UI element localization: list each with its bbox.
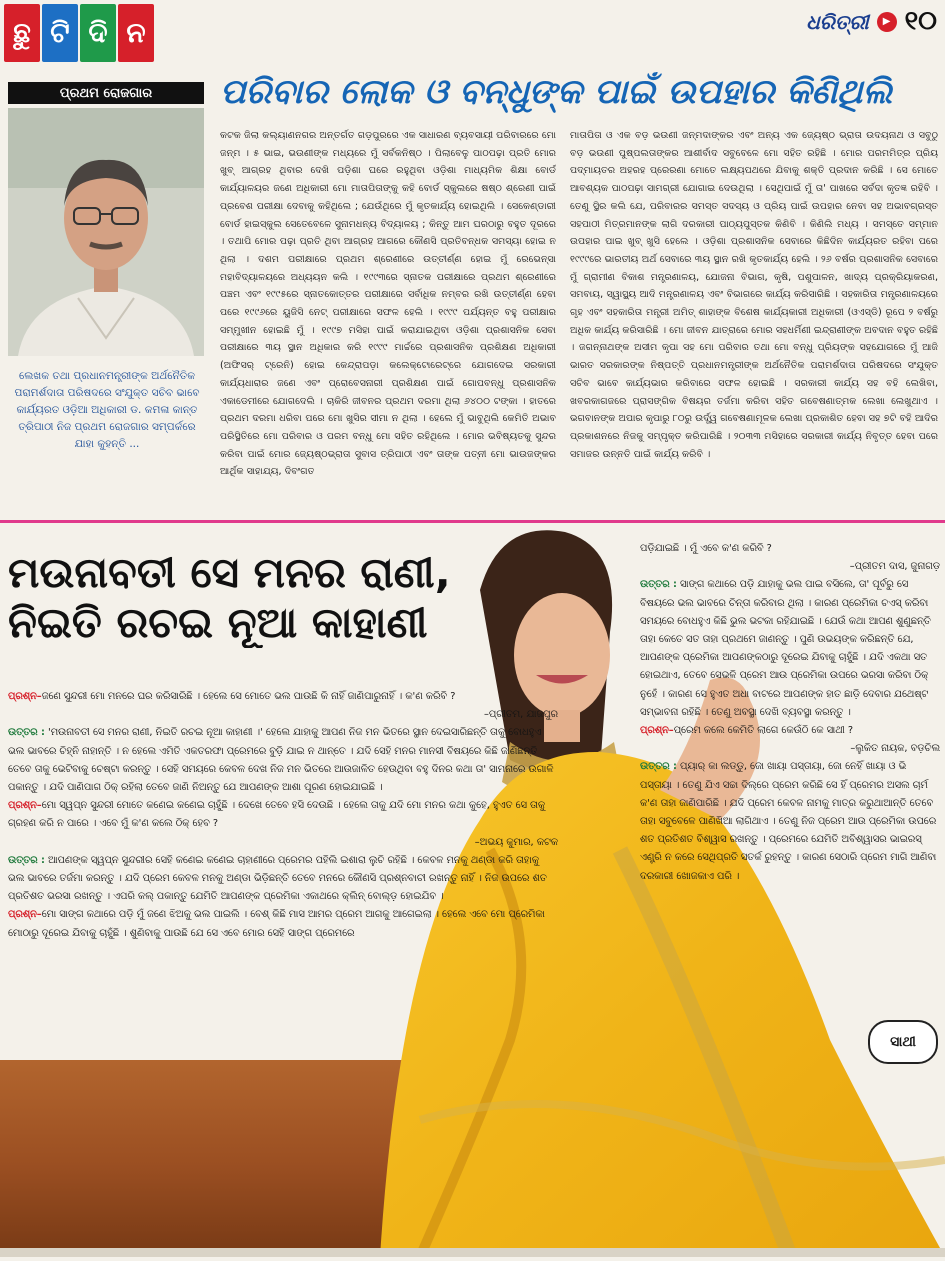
page-number: ୧୦ (904, 6, 937, 36)
qa-column-left (8, 688, 558, 1068)
question-label: ପ୍ରଶ୍ନ– (8, 800, 42, 812)
question-label: ପ୍ରଶ୍ନ– (8, 909, 42, 921)
story-kicker: ପ୍ରଥମ ରୋଜଗାର (8, 82, 204, 104)
answer-text: 'ମଉନାବତୀ ସେ ମନର ରାଣୀ, ନିଇତି ରଚଇ ନୂଆ କାହାଣୀ ।' ହେଲେ ଯାହାକୁ ଆପଣ ନିଜ ମନ ଭିତରେ ସ୍ଥାନ ଦେଇସାରିଛନ୍ତି ତାକୁ ବୋଧହୁଏ ଭଲ ଭାବରେ ଚିହ୍ନି ନାହାନ୍ତି । ନ ହେଲେ ଏମିତି ଏକତରଫା ପ୍ରେମରେ ବୁଡ଼ି ଯାଇ ନ ଥାନ୍ତେ । ଯଦି ସେହି ମନର ମାନସୀ ବିଷୟରେ କିଛି ଜାଣିଛନ୍ତି ତେବେ ତାକୁ ଭେଟିବାକୁ ଚେଷ୍ଟା କରନ୍ତୁ । ସେହି ସମୟରେ କେବଳ ଦେଖ ନିଜ ମନ ଭିତରେ ଆଉଜାଳିତ ହେଉଥିବା ବହୁ ଦିନର କଥା ତା' ସାମନାରେ ଉଗାଳି ପକାନ୍ତୁ । ଯଦି ପାଣିପାଗ ଠିକ୍ ରହିଲା ତେବେ ଜାଣି ନିଅନ୍ତୁ ଯେ ଆପଣଙ୍କ ଆଶା ପୂରଣ ହୋଇଯାଇଛି । (8, 727, 554, 794)
qa-item (640, 722, 940, 886)
author-caption: ଲେଖକ ତଥା ପ୍ରଧାନମନ୍ତ୍ରୀଙ୍କ ଅର୍ଥନୈତିକ ପରାମର୍ଶଦାତା ପରିଷଦରେ ସଂଯୁକ୍ତ ସଚିବ ଭାବେ କାର୍ଯ୍ୟରତ ଓଡ଼ିଆ ଅଧିକାରୀ ଡ. କମଳା କାନ୍ତ ତ୍ରିପାଠୀ ନିଜ ପ୍ରଥମ ରୋଜଗାର ସମ୍ପର୍କରେ ଯାହା କୁହନ୍ତି ... (14, 370, 200, 450)
question-text: ଜଣେ ସୁନ୍ଦରୀ ମୋ ମନରେ ଘର କରିସାରିଛି । ହେଲେ ସେ ମୋତେ ଭଲ ପାଉଛି କି ନାହିଁ ଜାଣିପାରୁନାହିଁ । କ'ଣ କରିବି ? (41, 691, 456, 702)
qa-column-right (640, 540, 940, 945)
page-footer-strip (0, 1248, 945, 1257)
section-logo (4, 4, 154, 62)
question-signature: –ଅଭୟ କୁମାର, କଟକ (474, 836, 558, 848)
section-tile: ଛୁ (4, 4, 40, 62)
question-label: ପ୍ରଶ୍ନ– (640, 725, 674, 737)
question-text: ମୋ ସାଙ୍ଗ କଥାରେ ପଡ଼ି ମୁଁ ଜଣେ ଝିଅକୁ ଭଲ ପାଇଲି । ବେଶ୍ କିଛି ମାସ ଆମର ପ୍ରେମ ଆଗକୁ ଆଗେଇଲା । ହେଲେ ଏବେ ମୋ ପ୍ରେମିକା ମୋଠାରୁ ଦୂରେଇ ଯିବାକୁ ଚାହୁଁଛି । ଶୁଣିବାକୁ ପାଉଛି ଯେ ସେ ଏବେ ମୋର ସେହି ସାଙ୍ଗ ପ୍ରେମରେ (8, 909, 545, 939)
qa-item (8, 797, 558, 906)
qa-item (8, 906, 558, 942)
question-text: ପ୍ରେମ କଲେ କେମିତି ଲାଗେ କେଉଁଠି କେ ସାଥୀ ? (673, 725, 854, 737)
answer-text: ପ୍ୟାର୍ କା ଲଡ୍ଡୁ, ଜୋ ଖାୟା ପସ୍ତାୟା, ଜୋ ନେହିଁ ଖାୟା ଓ ଭି ପସ୍ତାୟା । ତେଣୁ ଯିଏ ସଚ୍ଚା ଦିଲ୍‌ରେ ପ୍ରେମ କରିଛି ସେ ହିଁ ପ୍ରେମର ଅସଲ ଚାର୍ମ କ'ଣ ତାହା ଜାଣିପାରିଛି । ଯଦି ପ୍ରେମ କେବଳ ନାମକୁ ମାତ୍ର କରୁଥାଆନ୍ତି ତେବେ ତାହା ସବୁବେଳେ ପାଣିଖିଆ ଲାଗିଥାଏ । ତେଣୁ ନିଜ ପ୍ରେମ ଆଉ ପ୍ରେମିକା ଉପରେ ଶତ ପ୍ରତିଶତ ବିଶ୍ୱାସ ରଖନ୍ତୁ । ପ୍ରେମରେ ଯେମିତି ଅବିଶ୍ୱାସର ଭାଇରସ୍ ଏଣ୍ଟ୍ରି ନ କରେ ସେଥିପ୍ରତି ସତର୍କ ରୁହନ୍ତୁ । କାରଣ ସେଠାରି ପ୍ରେମ ମାଗି ଆଣିବା ଦରକାରୀ ଖୋଜକାଏ ପରି । (640, 761, 937, 882)
author-portrait (8, 108, 204, 356)
answer-label: ଉତ୍ତର : (8, 854, 45, 866)
story-column-2: ମାତାପିତା ଓ ଏକ ବଡ଼ ଭଉଣୀ ଜନ୍ମଦାଙ୍କର ଏବଂ ଅନ୍ୟ ଏକ ଜ୍ୟେଷ୍ଠ ଭ୍ରାତା ଉଦୟନାଥ ଓ ସବୁଠୁ ବଡ଼ ଭଉଣୀ ପୁଷ୍ପଲତାଙ୍କର ଆଶୀର୍ବାଦ ସବୁବେଳେ ମୋ ସହିତ ରହିଛି । ମୋର ପରମମିତ୍ର ପ୍ରିୟ ପଦ୍ମାୟତର ଅହରହ ପ୍ରେରଣା ମୋତେ ଲକ୍ଷ୍ୟପଥରେ ଯିବାକୁ ଶକ୍ତି ପ୍ରଦାନ କରିଛି । ସେ ମୋତେ ଆବଶ୍ୟକ ପାଠପଢ଼ା ସାମଗ୍ରୀ ଯୋଗାଇ ଦେଉଥିଲା । ସେଥିପାଇଁ ମୁଁ ତା' ପାଖରେ ସର୍ବଦା କୃତଜ୍ଞ ରହିବି । ତେଣୁ ସ୍ଥିର କଲି ଯେ, ପରିବାରର ସମସ୍ତ ସଦସ୍ୟ ଓ ପ୍ରିୟ ପାଇଁ ଉପହାର ନେବା ସହ ଅଭାବଗ୍ରସ୍ତ ସହପାଠୀ ମିତ୍ରମାନଙ୍କ ଲାଗି ଦରକାରୀ ପାଠ୍ୟପୁସ୍ତକ କିଣିବି । କିଣିଲି ମଧ୍ୟ । ସମସ୍ତେ ସମ୍ମାନ ଉପହାର ପାଇ ଖୁବ୍ ଖୁସି ହେଲେ । ଓଡ଼ିଶା ପ୍ରଶାସନିକ ସେବାରେ କିଛିଦିନ କାର୍ଯ୍ୟରତ ରହିବା ପରେ ୧୯୯୯ରେ ଭାରତୀୟ ଅର୍ଥ ସେବାରେ ୩ୟ ସ୍ଥାନ ରଖି କୃତକାର୍ଯ୍ୟ ହେଲି । ୨୬ ବର୍ଷର ପ୍ରଶାସନିକ ସେବାରେ ମୁଁ ଗ୍ରାମୀଣ ବିକାଶ ମନ୍ତ୍ରଣାଳୟ, ଯୋଜନା ବିଭାଗ, କୃଷି, ପଶୁପାଳନ, ଖାଦ୍ୟ ପ୍ରକ୍ରିୟାକରଣ, ସମବାୟ, ସ୍ୱାସ୍ଥ୍ୟ ଆଦି ମନ୍ତ୍ରଣାଳୟ ଏବଂ ବିଭାଗରେ କାର୍ଯ୍ୟ କରିସାରିଛି । ସହକାରିତା ମନ୍ତ୍ରଣାଳୟରେ ଗୃହ ଏବଂ ସହକାରିତା ମନ୍ତ୍ରୀ ଅମିତ୍ ଶାହାଙ୍କ ବିଶେଷ କାର୍ଯ୍ୟକାରୀ ଅଧିକାରୀ (ଓଏସ୍‌ଡି) ରୂପେ ୨ ବର୍ଷରୁ ଅଧିକ କାର୍ଯ୍ୟ କରିସାରିଛି । ମୋ ଜୀବନ ଯାତ୍ରାରେ ମୋର ସହଧର୍ମିଣୀ ଇନ୍ଦ୍ରାଣୀଙ୍କ ଅବଦାନ ବହୁତ ରହିଛି । ଜଗନ୍ନାଥଙ୍କ ଅସୀମ କୃପା ସହ ମୋ ପରିବାର ତଥା ମୋ ବନ୍ଧୁ ପ୍ରିୟଙ୍କ ସହଯୋଗରେ ମୁଁ ଆଜି ଭାରତ ସରକାରଙ୍କ ନିଷ୍ପତ୍ତି ପ୍ରଧାନମନ୍ତ୍ରୀଙ୍କ ଅର୍ଥନୈତିକ ପରାମର୍ଶଦାତା ପରିଷଦରେ ସଂଯୁକ୍ତ ସଚିବ ଭାବେ କାର୍ଯ୍ୟଭାର କରିବାରେ ସଫଳ ହୋଇଛି । ସରକାରୀ କାର୍ଯ୍ୟ ସହ ବହି ଲେଖିବା, ଖବରକାଗଜରେ ପ୍ରାସଙ୍ଗିକ ବିଷୟର ତର୍ଜମା କରିବା ସହିତ ଗବେଷଣାତ୍ମକ ଲେଖା ଲେଖୁଥାଏ । ଭଗବାନଙ୍କ ଅପାର କୃପାରୁ ୮୦ରୁ ଉର୍ଦ୍ଧ୍ୱ ଗବେଷଣାମୂଳକ ଲେଖା ପ୍ରକାଶିତ ହେବା ସହ ୭ଟି ବହି ଆଦିର ପ୍ରକାଶନରେ ନିଜକୁ ସମ୍ପୃକ୍ତ କରିପାରିଛି । ୨୦୩୩ ମସିହାରେ ସରକାରୀ କାର୍ଯ୍ୟ ନିବୃତ୍ତ ହେବା ପରେ ସମାଜର ଉନ୍ନତି ପାଇଁ କାର୍ଯ୍ୟ କରିବି । (570, 130, 938, 460)
story-headline: ପରିବାର ଲୋକ ଓ ବନ୍ଧୁଙ୍କ ପାଇଁ ଉପହାର କିଣିଥିଲି (220, 72, 893, 112)
play-icon: ▶ (877, 12, 897, 32)
answer-text: ଆପଣଙ୍କ ସ୍ୱପ୍ନ ସୁନ୍ଦରୀର ସେହି କଣେଇ କଣେଇ ଚାହାଣୀରେ ପ୍ରେମର ପହିଲି ଇଶାରା ଲୁଚି ରହିଛି । କେବଳ ମନକୁ ଥଣ୍ଡା କରି ତାହାକୁ ଭଲ ଭାବରେ ତର୍ଜମା କରନ୍ତୁ । ଯଦି ପ୍ରେମ କେବଳ ମନକୁ ଅଣ୍ଡା ଭିଡ଼ିଛନ୍ତି ତେବେ ମନରେ କୌଣସି ପ୍ରଶ୍ନବାଚୀ ରଖନ୍ତୁ ନାହିଁ । ନିଜ ଉପରେ ଶତ ପ୍ରତିଶତ ଭରସା ରଖନ୍ତୁ । ଏପରି କଲ୍ ପକାନ୍ତୁ ଯେମିତି ଆପଣଙ୍କ ପ୍ରେମିକା ଏକାଥରେ କ୍ଲିନ୍ ବୋଲ୍ଡ଼ ହୋଇଯିବ । (8, 854, 547, 903)
answer-text: ସାଙ୍ଗ କଥାରେ ପଡ଼ି ଯାହାକୁ ଭଲ ପାଇ ବସିଲେ, ତା' ପୂର୍ବରୁ ସେ ବିଷୟରେ ଭଲ ଭାବରେ ଚିନ୍ତା କରିବାର ଥିଲା । କାରଣ ପ୍ରେମିକା ଚଏସ୍ କରିବା ସମୟରେ ବୋଧହୁଏ କିଛି ଭୁଲ ଭଟକା ରହିଯାଇଛି । ଯେଉଁ କଥା ଆପଣ ଶୁଣୁଛନ୍ତି ତାହା କେତେ ସତ ତାହା ପ୍ରଥମେ ଜାଣନ୍ତୁ । ପୁଣି ଉଭୟଙ୍କ କରିଛନ୍ତି ଯେ, ଆପଣଙ୍କ ପ୍ରେମିକା ଆପଣଙ୍କଠାରୁ ଦୂରେଇ ଯିବାକୁ ଚାହୁଁଛି । ଯଦି ଏକଥା ସତ ହୋଇଥାଏ, ତେବେ ସେଭଳି ପ୍ରେମ ଆଉ ପ୍ରେମିକା ଉପରେ ଭରସା କରିବା ଠିକ୍ ନୁହେଁ । କାରଣ ସେ ହୁଏତ ଅଧା ବାଟରେ ଆପଣଙ୍କ ହାତ ଛାଡ଼ି ଦେବାର ଯଥେଷ୍ଟ ସମ୍ଭାବନା ରହିଛି । ତେଣୁ ଅବସ୍ଥା ଦେଖି ବ୍ୟବସ୍ଥା କରନ୍ତୁ । (640, 579, 931, 718)
section-tile: ଦି (80, 4, 116, 62)
section-tile: ନ (118, 4, 154, 62)
question-text: ମୋ ସ୍ୱପ୍ନ ସୁନ୍ଦରୀ ମୋତେ କଣେଇ କଣେଇ ଚାହୁଁଛି । ଦେଖେ ତେବେ ହସି ଦେଉଛି । ହେଲେ ତାକୁ ଯଦି ମୋ ମନର କଥା କୁହେ, ହୁଏତ ସେ ତାକୁ ଗ୍ରହଣ କରି ନ ପାରେ । ଏବେ ମୁଁ କ'ଣ କଲେ ଠିକ୍ ହେବ ? (8, 800, 546, 830)
feature-title-line-1: ମଉନାବତୀ ସେ ମନର ରାଣୀ, (8, 548, 451, 597)
section-tile: ଟି (42, 4, 78, 62)
qa-item (640, 540, 940, 722)
qa-item (8, 688, 558, 797)
question-signature: –ଲୁକିତ ନାୟକ, ବଡ଼ଚିଲ (850, 743, 940, 755)
question-signature: –ପ୍ରୀତମ ଦାସ, ଜୁନାଗଡ଼ (849, 561, 940, 573)
story-column-1: କଟକ ଜିଲା କଲ୍ୟାଣନଗର ଅନ୍ତର୍ଗତ ଗଡ଼ପୁରରେ ଏକ ସାଧାରଣ ବ୍ୟବସାୟୀ ପରିବାରରେ ମୋ ଜନ୍ମ । ୫ ଭାଇ, ଭଉଣୀଙ୍କ ମଧ୍ୟରେ ମୁଁ ସର୍ବକନିଷ୍ଠ । ପିଲାବେଳୁ ପାଠପଢ଼ା ପ୍ରତି ମୋର ଖୁବ୍ ଆଗ୍ରହ ଥିବାର ଦେଖି ପଡ଼ିଶା ଘରେ ରହୁଥିବା ଓଡ଼ିଶା ମାଧ୍ୟମିକ ଶିକ୍ଷା ବୋର୍ଡ କାର୍ଯ୍ୟାଳୟର ଜଣେ ଅଧିକାରୀ ମୋ ମାତାପିତାଙ୍କୁ କହି ବୋର୍ଡ ସ୍କୁଲରେ ଷଷ୍ଠ ଶ୍ରେଣୀ ପାଇଁ ପ୍ରବେଶ ପରୀକ୍ଷା ଦେବାକୁ କହିଥିଲେ ; ଯେଉଁଥିରେ ମୁଁ କୃତକାର୍ଯ୍ୟ ହୋଇଥିଲି । ସେକେଣ୍ଡାରୀ ବୋର୍ଡ ହାଇସ୍କୁଲ ସେତେବେଳେ ସୁନାମଧନ୍ୟ ବିଦ୍ୟାଳୟ ; କିନ୍ତୁ ଆମ ଘରଠାରୁ ବହୁତ ଦୂରରେ । ତଥାପି ମୋର ପଢ଼ା ପ୍ରତି ଥିବା ଆଗ୍ରହ ଆଗରେ କୌଣସି ପ୍ରତିବନ୍ଧକ ସମସ୍ୟା ହୋଇ ନ ଥିଲା । ଦଶମ ପରୀକ୍ଷାରେ ପ୍ରଥମ ଶ୍ରେଣୀରେ ଉତ୍ତୀର୍ଣ୍ଣ ହୋଇ ମୁଁ ରେଭେନ୍ସା ମହାବିଦ୍ୟାଳୟରେ ଅଧ୍ୟୟନ କଲି । ୧୯୯୩ରେ ସ୍ନାତକ ପରୀକ୍ଷାରେ ପ୍ରଥମ ଶ୍ରେଣୀରେ ପଞ୍ଚମ ଏବଂ ୧୯୯୫ରେ ସ୍ନାତକୋତ୍ତର ପରୀକ୍ଷାରେ ସର୍ବାଧିକ ନମ୍ବର ରଖି ଉତ୍ତୀର୍ଣ୍ଣ ହେବା ପରେ ୧୯୯୬ରେ ୟୁଜିସି ନେଟ୍ ପରୀକ୍ଷାରେ ସଫଳ ହେଲି । ୧୯୯୯ ପର୍ଯ୍ୟନ୍ତ ବହୁ ପରୀକ୍ଷାର ସମ୍ମୁଖୀନ ହୋଇଛି ମୁଁ । ୧୯୯୭ ମସିହା ପାଇଁ କରାଯାଇଥିବା ଓଡ଼ିଶା ପ୍ରଶାସନିକ ସେବା ପରୀକ୍ଷାରେ ୩ୟ ସ୍ଥାନ ଅଧିକାର କରି ୧୯୯୯ ମାର୍ଚ୍ଚରେ ପ୍ରଶାସନିକ ପ୍ରଶିକ୍ଷଣ ଅଧିକାରୀ (ଅଫିସର୍ ଟ୍ରେନି) ହୋଇ କେନ୍ଦ୍ରାପଡ଼ା କଲେକ୍ଟୋରେଟ୍‌ରେ ଯୋଗଦେଇ ସରକାରୀ କାର୍ଯ୍ୟଧାରାର ଜଣେ ଏବଂ ପ୍ରୋବେସନାରୀ ପ୍ରଶିକ୍ଷଣ ପାଇଁ ଗୋପବନ୍ଧୁ ପ୍ରଶାସନିକ ଏକାଡେମୀରେ ଯୋଗଦେଲି । ଚାକିରି ଜୀବନର ପ୍ରଥମ ଦରମା ଥିଲା ୬୪୦୦ ଟଙ୍କା । ହାତରେ ପ୍ରଥମ ଦରମା ଧରିବା ପରେ ମୋ ଖୁସିର ସୀମା ନ ଥିଲା । ହେଲେ ମୁଁ ଭାବୁଥିଲି କେମିତି ଅଭାବ ପରିସ୍ଥିତିରେ ମୋ ପରିବାର ଓ ପରମ ବନ୍ଧୁ ମୋ ସହିତ ରହିଥିଲେ । ମୋର ଭବିଷ୍ୟତକୁ ସୁନ୍ଦର କରିବା ପାଇଁ ମୋର ଜ୍ୟେଷ୍ଠଭ୍ରାତା ସୁବାସ ତ୍ରିପାଠୀ ଏବଂ ତାଙ୍କ ପତ୍ନୀ ମୋ ଭାଉଜଙ୍କର ଆର୍ଥିକ ସାହାଯ୍ୟ, ଦିବଂଗତ (220, 130, 556, 478)
newspaper-name: ଧରିତ୍ରୀ (806, 9, 869, 34)
question-text: ପଡ଼ିଯାଇଛି । ମୁଁ ଏବେ କ'ଣ କରିବି ? (640, 543, 772, 554)
answer-label: ଉତ୍ତର : (640, 579, 677, 591)
question-signature: –ପ୍ରୀତମ, ଯାଜପୁର (483, 709, 558, 721)
feature-title-line-2: ନିଇତି ରଚଇ ନୂଆ କାହାଣୀ (8, 598, 428, 647)
answer-label: ଉତ୍ତର : (8, 727, 45, 739)
question-label: ପ୍ରଶ୍ନ– (8, 691, 42, 702)
answer-label: ଉତ୍ତର : (640, 761, 677, 773)
masthead (806, 6, 937, 37)
column-badge: ସାଥୀ (868, 1020, 938, 1064)
